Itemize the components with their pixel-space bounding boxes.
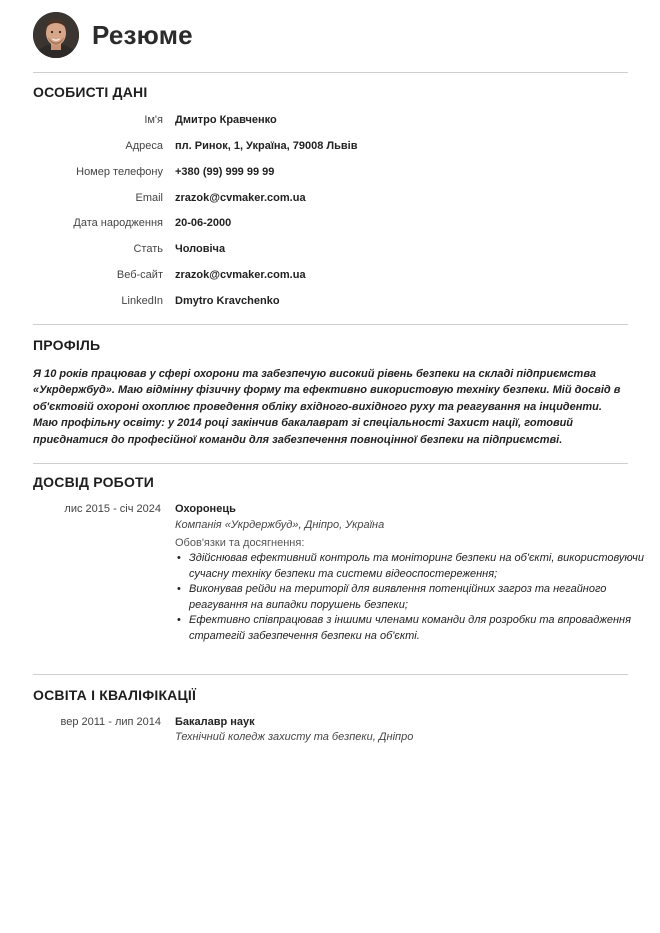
section-divider xyxy=(33,72,628,73)
section-title-education: ОСВІТА І КВАЛІФІКАЦІЇ xyxy=(33,687,197,703)
section-title-personal: ОСОБИСТІ ДАНІ xyxy=(33,84,148,100)
education-dates: вер 2011 - лип 2014 xyxy=(60,716,161,728)
experience-company: Компанія «Укрдержбуд», Дніпро, Україна xyxy=(175,519,385,531)
list-item: • Ефективно співпрацював з іншими членами команди для розробки та впровадження стратегій забезпечення безпеки на об'єкті. xyxy=(189,613,644,644)
field-value[interactable]: Dmytro Kravchenko xyxy=(175,295,280,307)
field-value: 20-06-2000 xyxy=(175,217,232,229)
field-label: Дата народження xyxy=(73,217,163,229)
section-divider xyxy=(33,324,628,325)
page-title: Резюме xyxy=(92,19,193,50)
field-label: LinkedIn xyxy=(121,295,163,307)
field-label: Номер телефону xyxy=(76,166,163,178)
experience-duties-list xyxy=(175,551,644,645)
experience-position: Охоронець xyxy=(175,503,236,515)
section-divider xyxy=(33,674,628,675)
section-title-experience: ДОСВІД РОБОТИ xyxy=(33,474,155,490)
profile-photo xyxy=(33,12,79,58)
education-school: Технічний коледж захисту та безпеки, Дніпро xyxy=(175,731,414,743)
field-label: Стать xyxy=(133,243,163,255)
field-value: Чоловіча xyxy=(175,243,226,255)
education-degree: Бакалавр наук xyxy=(175,716,255,728)
experience-duties-label: Обов'язки та досягнення: xyxy=(175,537,305,549)
field-value: +380 (99) 999 99 99 xyxy=(175,166,275,178)
list-item: • Здійснював ефективний контроль та моніторинг безпеки на об'єкті, використовуючи сучасну техніку безпеки та системи відеоспостереження; xyxy=(189,551,644,582)
field-value: пл. Ринок, 1, Україна, 79008 Львів xyxy=(175,140,358,152)
field-label: Адреса xyxy=(125,140,163,152)
field-value[interactable]: zrazok@cvmaker.com.ua xyxy=(175,269,306,281)
field-value: Дмитро Кравченко xyxy=(175,114,277,126)
list-item: • Виконував рейди на території для виявлення потенційних загроз та негайного реагування на випадки порушень безпеки; xyxy=(189,582,644,613)
profile-summary: Я 10 років працював у сфері охорони та забезпечую високий рівень безпеки на складі підприємства «Укрдержбуд». Маю відмінну фізичну форму та ефективно використовую техніку безпеки. Мій досвід в об'єктовій охороні охоплює проведення обліку вхідного-вихідного руху та реагування на інциденти. Маю профільну освіту: у 2014 році закінчив бакалаврат зі спеціальності Захист нації, готовий приєднатися до професійної команди для забезпечення повноцінної безпеки на підприємстві. xyxy=(33,368,621,446)
field-label: Веб-сайт xyxy=(116,269,163,281)
resume-header xyxy=(33,12,193,58)
section-divider xyxy=(33,463,628,464)
field-label: Email xyxy=(135,192,163,204)
field-value[interactable]: zrazok@cvmaker.com.ua xyxy=(175,192,306,204)
experience-dates: лис 2015 - січ 2024 xyxy=(64,503,161,515)
field-label: Ім'я xyxy=(144,114,163,126)
section-title-profile: ПРОФІЛЬ xyxy=(33,337,101,353)
